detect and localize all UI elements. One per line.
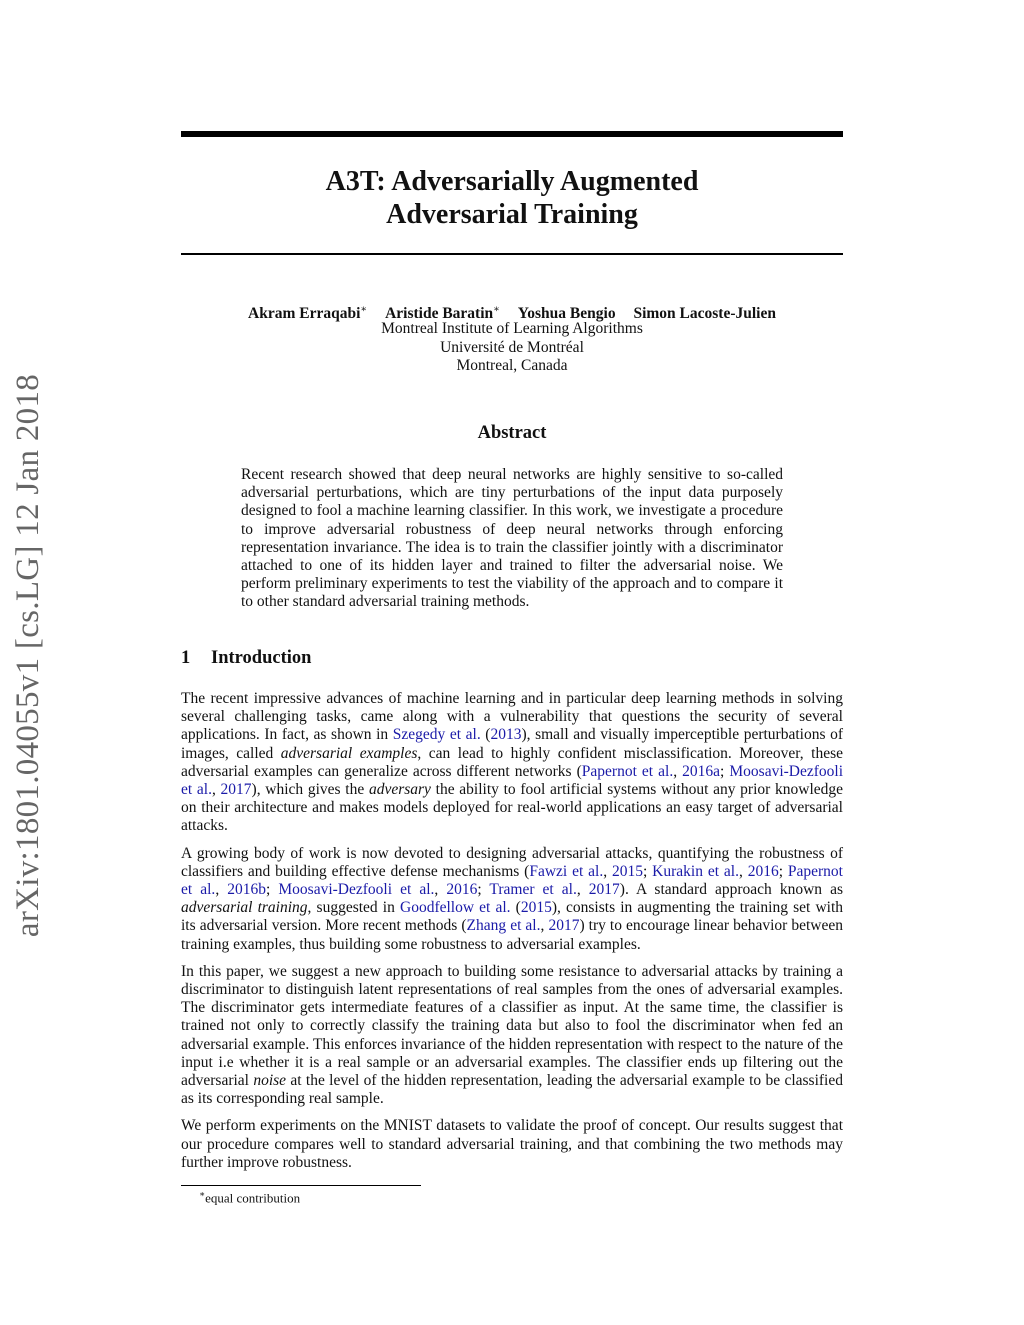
- author-3: Yoshua Bengio: [517, 305, 616, 323]
- footnote-text: equal contribution: [205, 1190, 301, 1206]
- affiliation-location: Montreal, Canada: [456, 357, 568, 374]
- affiliation-institute: Montreal Institute of Learning Algorithms: [381, 320, 643, 337]
- title-line-1: A3T: Adversarially Augmented: [325, 166, 699, 197]
- paper-title: [181, 165, 843, 231]
- citation-link[interactable]: 2016a: [682, 762, 721, 780]
- arxiv-identifier: arXiv:1801.04055v1 [cs.LG] 12 Jan 2018: [10, 373, 47, 937]
- citation-link[interactable]: 2013: [490, 726, 522, 744]
- author-1: Akram Erraqabi∗: [248, 304, 368, 323]
- intro-paragraph-2: A growing body of work is now devoted to designing adversarial attacks, quantifying the robustness of classifiers and building effective defense mechanisms (Fawzi et al., 2015; Kurakin et al., 2016; Papernot et al., 2016b; Moosavi-Dezfooli et al., 2016; Tramer et al., 2017). A standard approach known as adversarial training, suggested in Goodfellow et al. (2015), consists in augmenting the training set with its adversarial version. More recent methods (Zhang et al., 2017) try to encourage linear behavior between training examples, thus building some robustness to adversarial examples.: [181, 844, 844, 953]
- citation-link[interactable]: 2016b: [227, 881, 266, 899]
- section-number: 1: [181, 648, 191, 668]
- citation-link[interactable]: 2015: [611, 862, 643, 880]
- section-heading-introduction: [181, 648, 311, 669]
- section-title: Introduction: [211, 648, 312, 668]
- citation-link[interactable]: 2016: [747, 862, 779, 880]
- footnote-rule: [181, 1185, 421, 1186]
- abstract-text: Recent research showed that deep neural networks are highly sensitive to so-called adversarial perturbations, which are tiny perturbations of the input data purposely designed to fool a machine learning classifier. In this work, we investigate a procedure to improve adversarial robustness of deep neural networks through enforcing representation invariance. The idea is to train the classifier jointly with a discriminator attached to one of its hidden layer and trained to filter the adversarial noise. We perform preliminary experiments to test the viability of the approach and to compare it to other standard adversarial training methods.: [241, 466, 783, 611]
- title-top-rule: [181, 131, 843, 137]
- author-4: Simon Lacoste-Julien: [633, 305, 776, 323]
- citation-link[interactable]: Zhang et al.: [466, 917, 541, 935]
- citation-link[interactable]: Tramer et al.: [489, 881, 577, 899]
- affiliation: [181, 320, 843, 376]
- citation-link[interactable]: Papernot et al.: [181, 862, 843, 899]
- citation-link[interactable]: Kurakin et al.: [652, 862, 739, 880]
- citation-link[interactable]: Fawzi et al.: [529, 862, 604, 880]
- footnote-mark: ∗: [199, 1189, 206, 1199]
- citation-link[interactable]: Moosavi-Dezfooli et al.: [181, 762, 844, 799]
- citation-link[interactable]: 2015: [520, 899, 552, 917]
- citation-link[interactable]: 2016: [446, 881, 478, 899]
- arxiv-sidebar: [0, 365, 63, 945]
- citation-link[interactable]: 2017: [220, 781, 252, 799]
- citation-link[interactable]: 2017: [548, 917, 580, 935]
- title-line-2: Adversarial Training: [386, 199, 638, 230]
- citation-link[interactable]: Papernot et al.: [581, 762, 674, 780]
- author-2: Aristide Baratin∗: [385, 304, 500, 323]
- title-bottom-rule: [181, 253, 843, 255]
- introduction-body: [181, 690, 843, 1181]
- intro-paragraph-3: In this paper, we suggest a new approach to building some resistance to adversarial attacks by training a discriminator to distinguish latent representations of real samples from the ones of adversarial examples. The discriminator gets intermediate features of a classifier as input. At the same time, the classifier is trained not only to correctly classify the training data but also to fool the discriminator when fed an adversarial example. This enforces invariance of the hidden representation with respect to the nature of the input i.e whether it is a real sample or an adversarial examples. The classifier ends up filtering out the adversarial noise at the level of the hidden representation, leading the adversarial example to be classified as its corresponding real sample.: [181, 962, 843, 1108]
- affiliation-university: Université de Montréal: [440, 338, 584, 356]
- intro-paragraph-1: The recent impressive advances of machine learning and in particular deep learning methods in solving several challenging tasks, came along with a vulnerability that questions the security of several applications. In fact, as shown in Szegedy et al. (2013), small and visually imperceptible perturbations of images, called adversarial examples, can lead to highly confident misclassification. Moreover, these adversarial examples can generalize across different networks (Papernot et al., 2016a; Moosavi-Dezfooli et al., 2017), which gives the adversary the ability to fool artificial systems without any prior knowledge on their architecture and makes models deployed for real-world applications an easy target of adversarial attacks.: [181, 690, 844, 835]
- abstract-heading: Abstract: [477, 423, 547, 443]
- footnote: [199, 1189, 300, 1206]
- citation-link[interactable]: Goodfellow et al.: [400, 899, 511, 917]
- citation-link[interactable]: 2017: [588, 881, 620, 899]
- citation-link[interactable]: Szegedy et al.: [392, 726, 481, 744]
- citation-link[interactable]: Moosavi-Dezfooli et al.: [278, 881, 435, 899]
- intro-paragraph-4: We perform experiments on the MNIST datasets to validate the proof of concept. Our results suggest that our procedure compares well to standard adversarial training, and that combining the two methods may further improve robustness.: [181, 1117, 843, 1171]
